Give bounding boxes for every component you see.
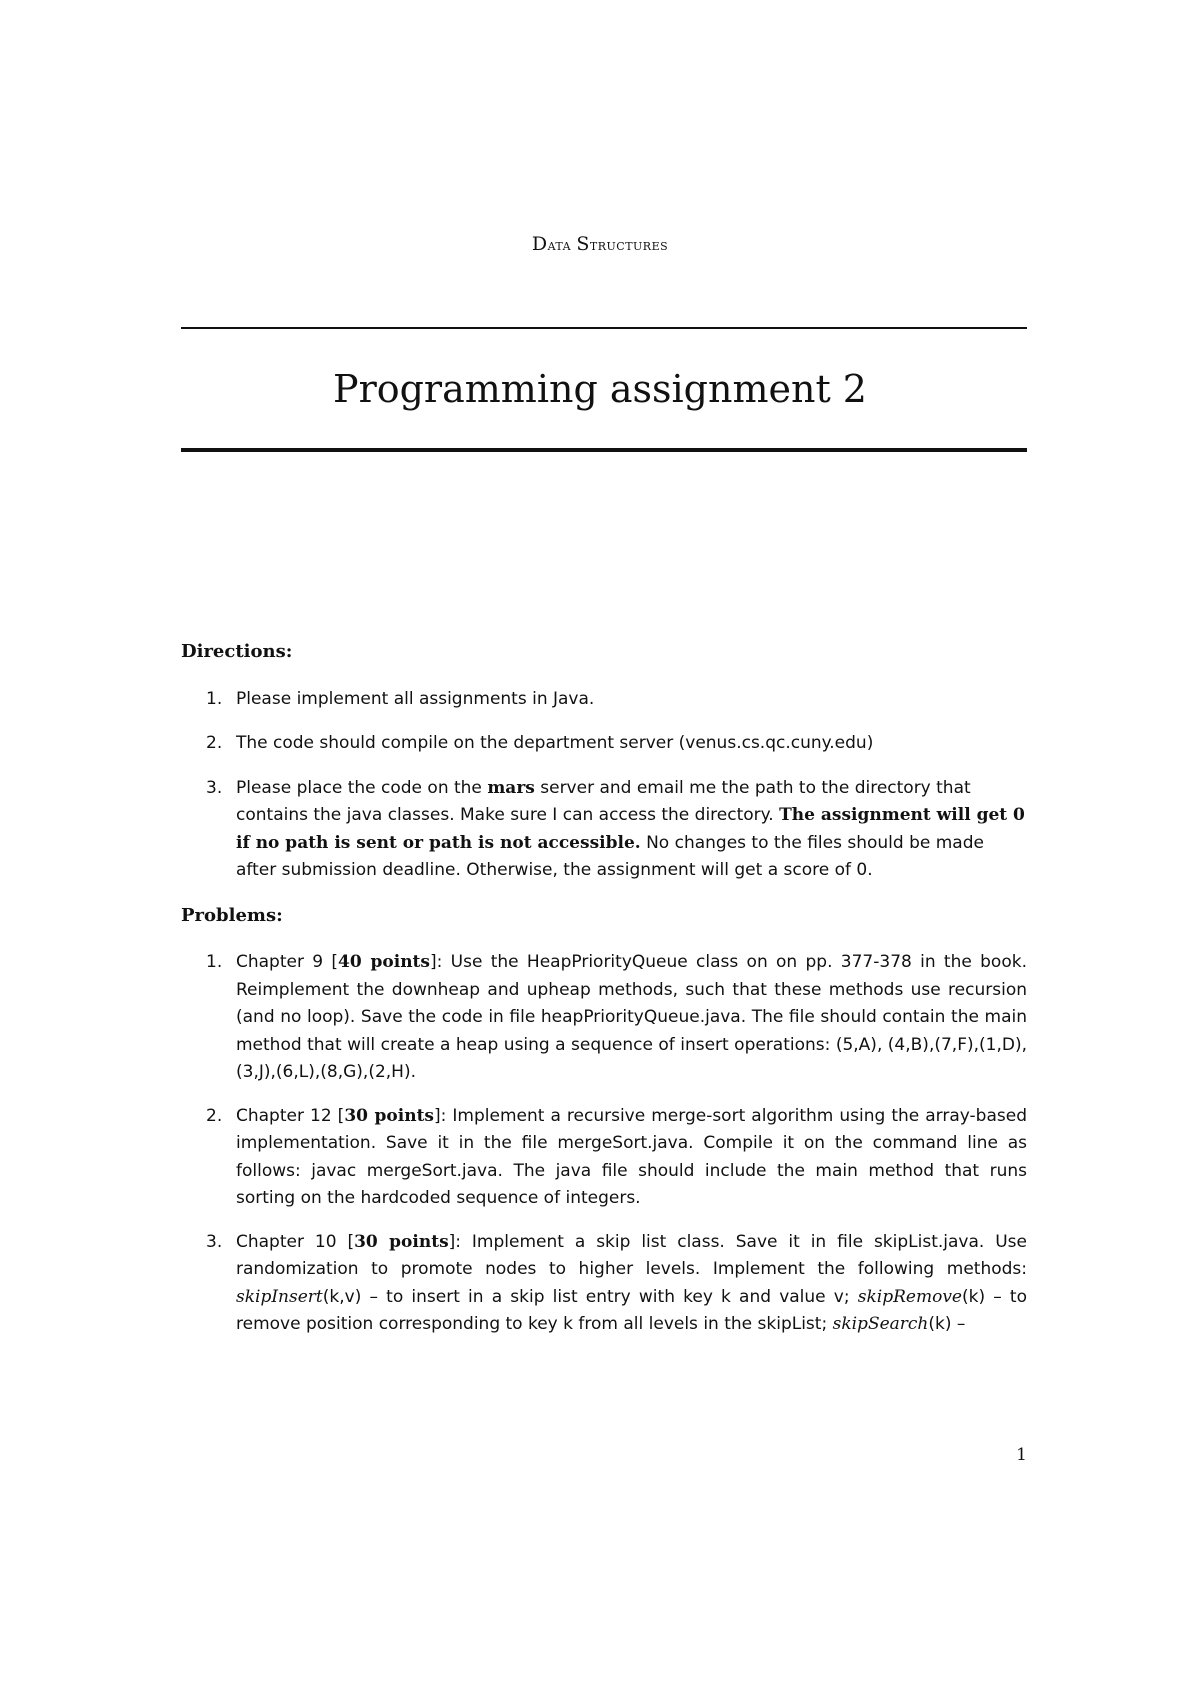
problem-text: Chapter 12 [ <box>236 1105 345 1126</box>
problem-text: ]: Use the HeapPriorityQueue class on on pp. 377-378 in the book. Reimplement the downheap and upheap methods, such that these methods use recursion (and no loop). Save the code in file heapPriorityQueue.java. The file should contain the main method that will create a heap using a sequence of insert operations: (5,A), (4,B),(7,F),(1,D),(3,J),(6,L),(8,G),(2,H). <box>236 952 1027 1082</box>
document-title: Programming assignment 2 <box>333 367 867 411</box>
directions-heading: Directions: <box>181 641 293 662</box>
problem-text: ]: Implement a recursive merge-sort algorithm using the array-based implementation. Save it in the file mergeSort.java. Compile it on the command line as follows: javac mergeSort.java. The java file should include the main method that runs sorting on the hardcoded sequence of integers. <box>236 1105 1027 1208</box>
list-number: 3. <box>206 777 223 798</box>
course-name-initial-d: D <box>531 233 548 255</box>
course-name-initial-s: S <box>576 233 590 255</box>
method-name-italic: skipInsert <box>236 1286 323 1307</box>
list-number: 2. <box>206 1105 223 1126</box>
problem-text: Chapter 10 [ <box>236 1231 355 1252</box>
method-name-italic: skipRemove <box>857 1286 962 1307</box>
server-name-bold: mars <box>487 777 535 798</box>
points-bold: 30 points <box>344 1105 434 1126</box>
course-name-part-2: tructures <box>589 236 669 254</box>
document-body <box>181 638 1027 1355</box>
problem-item <box>181 949 1027 1087</box>
problem-item <box>181 1103 1027 1213</box>
points-bold: 30 points <box>354 1231 449 1252</box>
title-bottom-rule <box>181 448 1027 452</box>
list-number: 1. <box>206 952 223 972</box>
problem-item <box>181 1229 1027 1339</box>
directions-item-text: Please place the code on the <box>236 777 488 798</box>
directions-item-text: No changes to the files should be made after submission deadline. Otherwise, the assignment will get a score of 0. <box>236 832 984 880</box>
list-number: 3. <box>206 1231 223 1252</box>
problem-text: Chapter 9 [ <box>236 952 339 972</box>
problem-text: (k) – <box>928 1314 966 1334</box>
method-name-italic: skipSearch <box>832 1314 929 1334</box>
page-number: 1 <box>1016 1445 1027 1465</box>
course-name-part-1: ata <box>547 236 577 254</box>
directions-item-text: Please implement all assignments in Java. <box>236 688 595 709</box>
problem-text: ]: Implement a skip list class. Save it in file skipList.java. Use randomization to promote nodes to higher levels. Implement the following methods: <box>236 1231 1027 1279</box>
directions-item <box>181 730 1027 758</box>
title-top-rule <box>181 327 1027 329</box>
directions-item <box>181 686 1027 714</box>
directions-item-text: server and email me the path to the directory that contains the java classes. Make sure I can access the directory. <box>236 777 971 825</box>
problems-list <box>181 949 1027 1339</box>
list-number: 2. <box>206 733 223 753</box>
directions-item <box>181 775 1027 885</box>
points-bold: 40 points <box>338 952 430 972</box>
problems-heading: Problems: <box>181 904 283 926</box>
grading-warning-bold: The assignment will get 0 if no path is sent or path is not accessible. <box>236 805 1025 853</box>
course-name <box>0 233 1200 255</box>
directions-list <box>181 686 1027 885</box>
problem-text: (k,v) – to insert in a skip list entry with key k and value v; <box>322 1286 858 1307</box>
directions-item-text: The code should compile on the department server (venus.cs.qc.cuny.edu) <box>236 733 874 753</box>
problem-text: (k) – to remove position corresponding to key k from all levels in the skipList; <box>236 1286 1028 1334</box>
list-number: 1. <box>206 688 223 709</box>
